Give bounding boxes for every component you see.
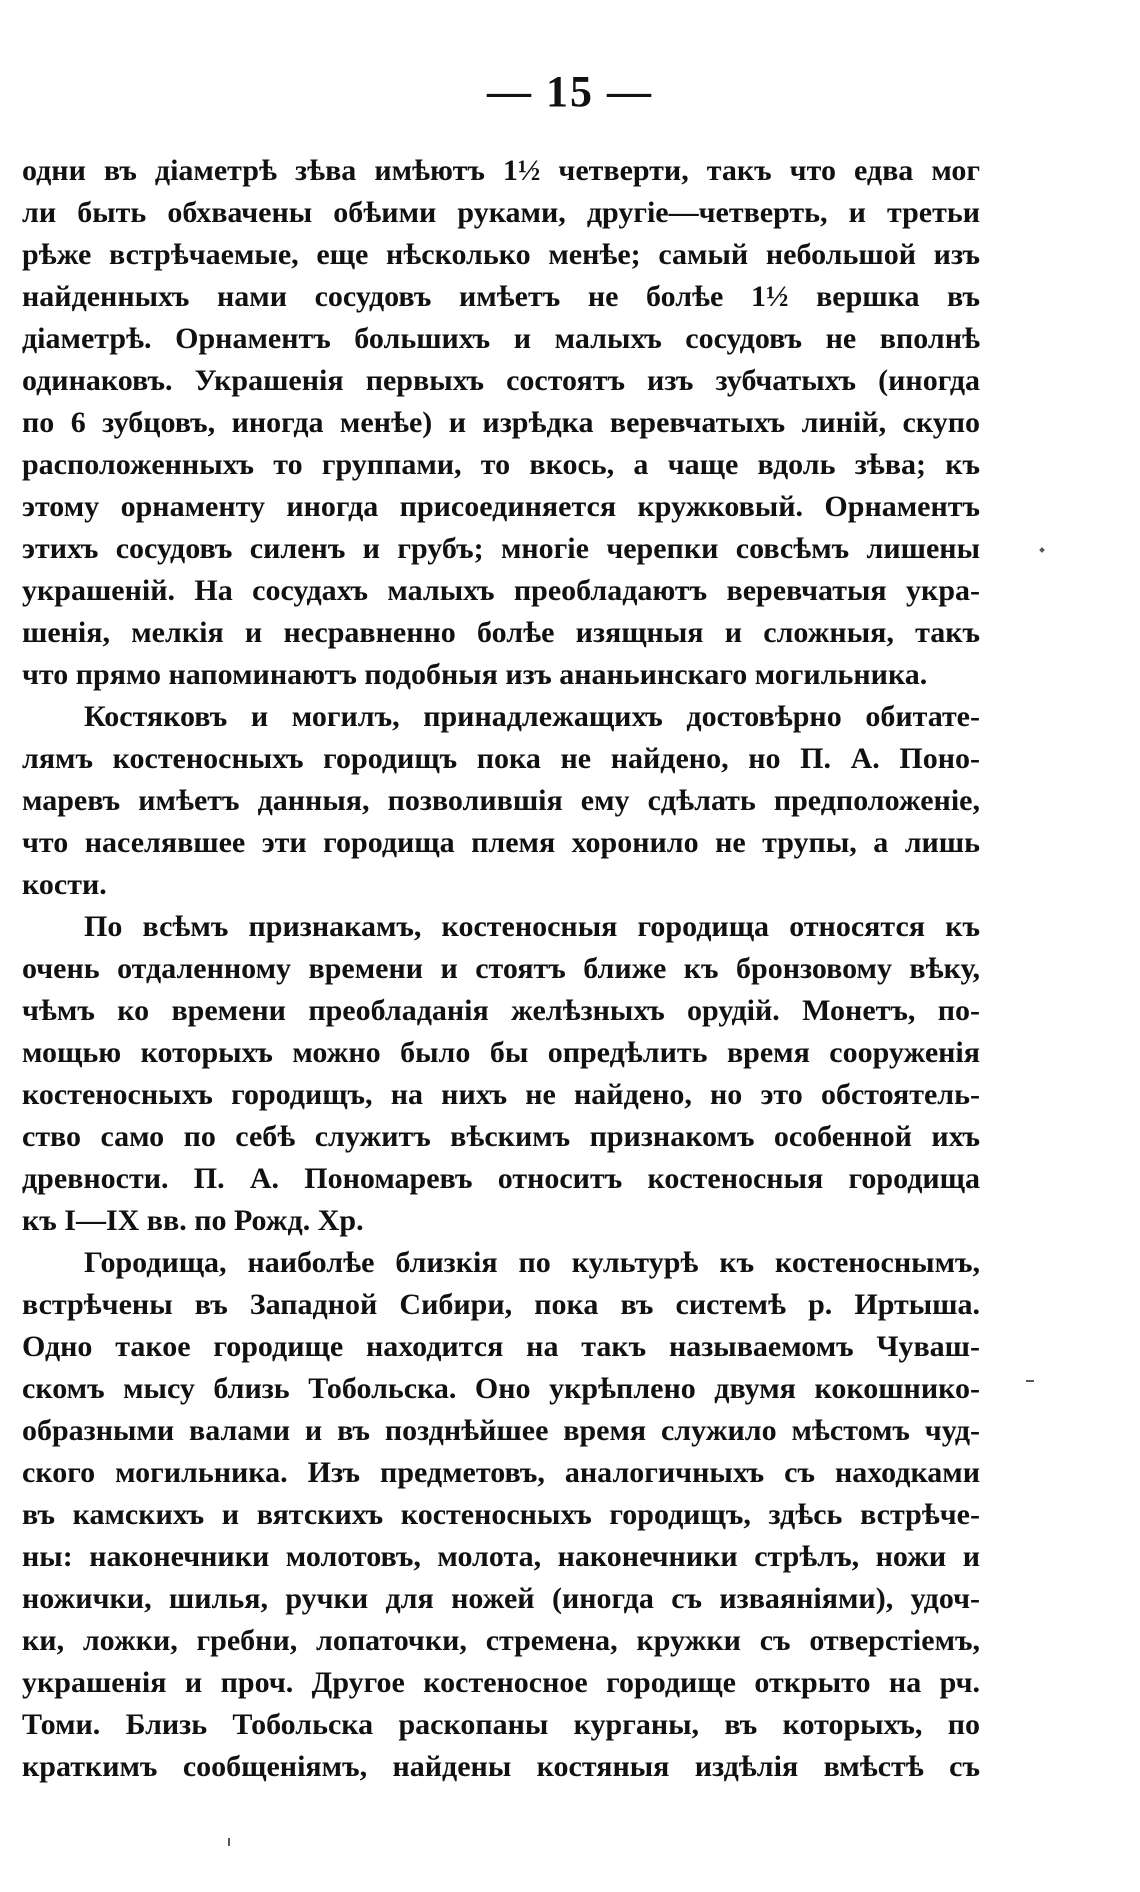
text-line: ки, ложки, гребни, лопаточки, стремена, кружки съ отверстіемъ, (22, 1624, 980, 1657)
text-line: кости. (22, 868, 107, 901)
margin-mark (1039, 547, 1045, 553)
text-line: Томи. Близь Тобольска раскопаны курганы, въ которыхъ, по (22, 1708, 980, 1741)
text-line: чѣмъ ко времени преобладанія желѣзныхъ орудій. Монетъ, по- (22, 994, 980, 1027)
text-line: скомъ мысу близь Тобольска. Оно укрѣплено двумя кокошнико- (22, 1372, 980, 1405)
text-line: древности. П. А. Пономаревъ относитъ костеносныя городища (22, 1162, 980, 1195)
text-line: шенія, мелкія и несравненно болѣе изящныя и сложныя, такъ (22, 616, 980, 649)
text-line: къ I—IX вв. по Рожд. Хр. (22, 1204, 364, 1237)
text-line: одни въ діаметрѣ зѣва имѣютъ 1½ четверти, такъ что едва мог (22, 154, 980, 187)
text-line: по 6 зубцовъ, иногда менѣе) и изрѣдка веревчатыхъ линій, скупо (22, 406, 980, 439)
text-line: что населявшее эти городища племя хоронило не трупы, а лишь (22, 826, 980, 859)
text-line: расположенныхъ то группами, то вкось, а чаще вдоль зѣва; къ (22, 448, 980, 481)
text-line: ножички, шилья, ручки для ножей (иногда съ изваяніями), удоч- (22, 1582, 980, 1615)
text-line: этому орнаменту иногда присоединяется кружковый. Орнаментъ (22, 490, 980, 523)
margin-mark (228, 1838, 230, 1846)
page-number: — 15 — (487, 67, 653, 116)
paragraph-first-line: По всѣмъ признакамъ, костеносныя городища относятся къ (84, 910, 980, 943)
text-line: ны: наконечники молотовъ, молота, наконечники стрѣлъ, ножи и (22, 1540, 980, 1573)
text-line: діаметрѣ. Орнаментъ большихъ и малыхъ сосудовъ не вполнѣ (22, 322, 980, 355)
text-line: Одно такое городище находится на такъ называемомъ Чуваш- (22, 1330, 980, 1363)
text-line: очень отдаленному времени и стоятъ ближе къ бронзовому вѣку, (22, 952, 980, 985)
paragraph-first-line: Городища, наиболѣе близкія по культурѣ къ костеноснымъ, (84, 1246, 980, 1279)
text-line: украшенія и проч. Другое костеносное городище открыто на рч. (22, 1666, 980, 1699)
text-line: украшеній. На сосудахъ малыхъ преобладаютъ веревчатыя укра- (22, 574, 980, 607)
text-line: образными валами и въ позднѣйшее время служило мѣстомъ чуд- (22, 1414, 980, 1447)
text-line: маревъ имѣетъ данныя, позволившія ему сдѣлать предположеніе, (22, 784, 980, 817)
text-line: одинаковъ. Украшенія первыхъ состоятъ изъ зубчатыхъ (иногда (22, 364, 980, 397)
text-line: мощью которыхъ можно было бы опредѣлить время сооруженія (22, 1036, 980, 1069)
text-line: встрѣчены въ Западной Сибири, пока въ системѣ р. Иртыша. (22, 1288, 980, 1321)
text-line: найденныхъ нами сосудовъ имѣетъ не болѣе 1½ вершка въ (22, 280, 980, 313)
text-line: ского могильника. Изъ предметовъ, аналогичныхъ съ находками (22, 1456, 980, 1489)
text-line: рѣже встрѣчаемые, еще нѣсколько менѣе; самый небольшой изъ (22, 238, 980, 271)
text-line: лямъ костеносныхъ городищъ пока не найдено, но П. А. Поно- (22, 742, 980, 775)
paragraph-first-line: Костяковъ и могилъ, принадлежащихъ достовѣрно обитате- (84, 700, 980, 733)
text-line: этихъ сосудовъ силенъ и грубъ; многіе черепки совсѣмъ лишены (22, 532, 980, 565)
text-line: ли быть обхвачены обѣими руками, другіе—четверть, и третьи (22, 196, 980, 229)
text-line: костеносныхъ городищъ, на нихъ не найдено, но это обстоятель- (22, 1078, 980, 1111)
text-line: ство само по себѣ служитъ вѣскимъ признакомъ особенной ихъ (22, 1120, 980, 1153)
margin-mark (1026, 1380, 1034, 1382)
body-text (22, 150, 980, 1788)
text-line: краткимъ сообщеніямъ, найдены костяныя издѣлія вмѣстѣ съ (22, 1750, 980, 1783)
text-line: что прямо напоминаютъ подобныя изъ ананьинскаго могильника. (22, 658, 928, 691)
text-line: въ камскихъ и вятскихъ костеносныхъ городищъ, здѣсь встрѣче- (22, 1498, 980, 1531)
